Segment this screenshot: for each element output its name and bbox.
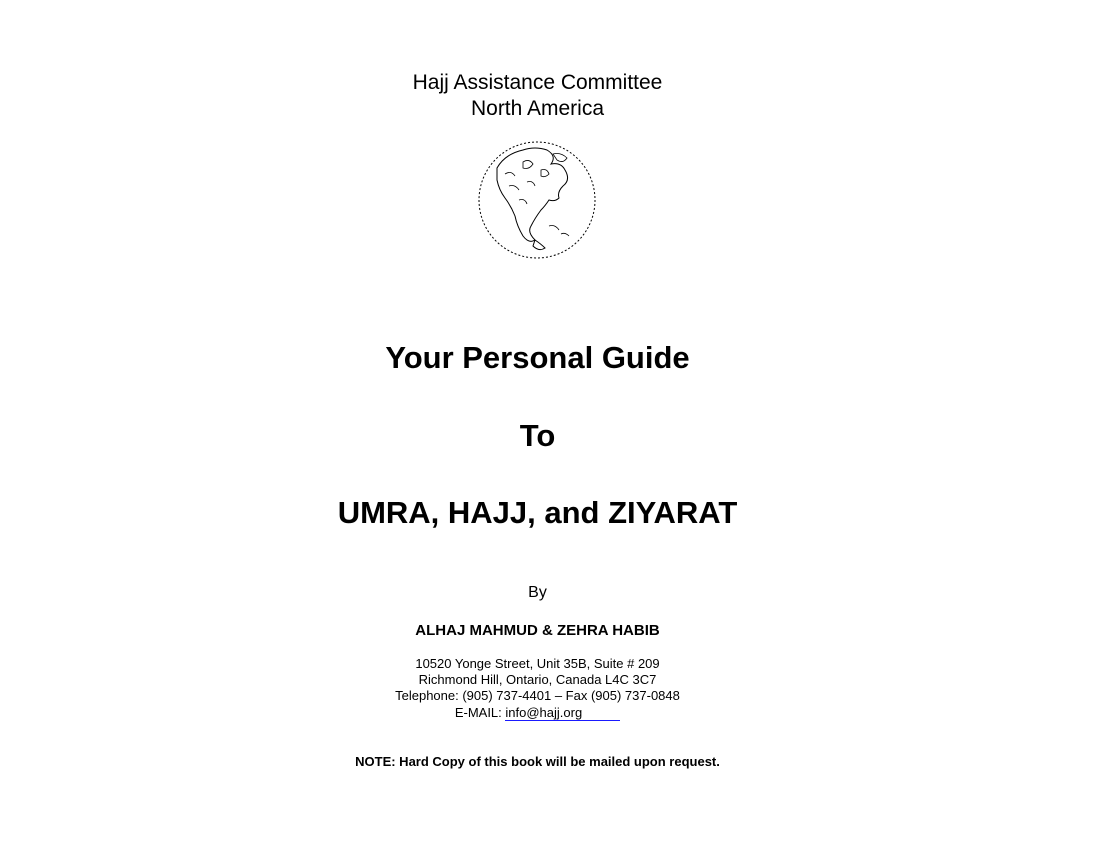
phone-fax: Telephone: (905) 737-4401 – Fax (905) 737-0848: [395, 688, 680, 703]
email-label: E-MAIL:: [454, 705, 506, 720]
address-line-2: Richmond Hill, Ontario, Canada L4C 3C7: [418, 672, 657, 687]
title-line-1: Your Personal Guide: [385, 340, 690, 375]
authors: ALHAJ MAHMUD & ZEHRA HABIB: [415, 622, 660, 639]
by-label: By: [528, 584, 547, 601]
title-line-3: UMRA, HAJJ, and ZIYARAT: [337, 495, 738, 530]
org-name: Hajj Assistance Committee: [412, 71, 663, 94]
title-line-2: To: [519, 418, 556, 453]
note: NOTE: Hard Copy of this book will be mailed upon request.: [355, 754, 720, 769]
address-line-1: 10520 Yonge Street, Unit 35B, Suite # 209: [415, 656, 660, 671]
email-link[interactable]: info@hajj.org: [505, 705, 620, 721]
north-america-globe-icon: [475, 140, 599, 260]
contact-block: [0, 656, 1075, 704]
organization-header: [0, 70, 1075, 122]
email-line: [0, 705, 1075, 720]
org-region: North America: [470, 97, 605, 120]
